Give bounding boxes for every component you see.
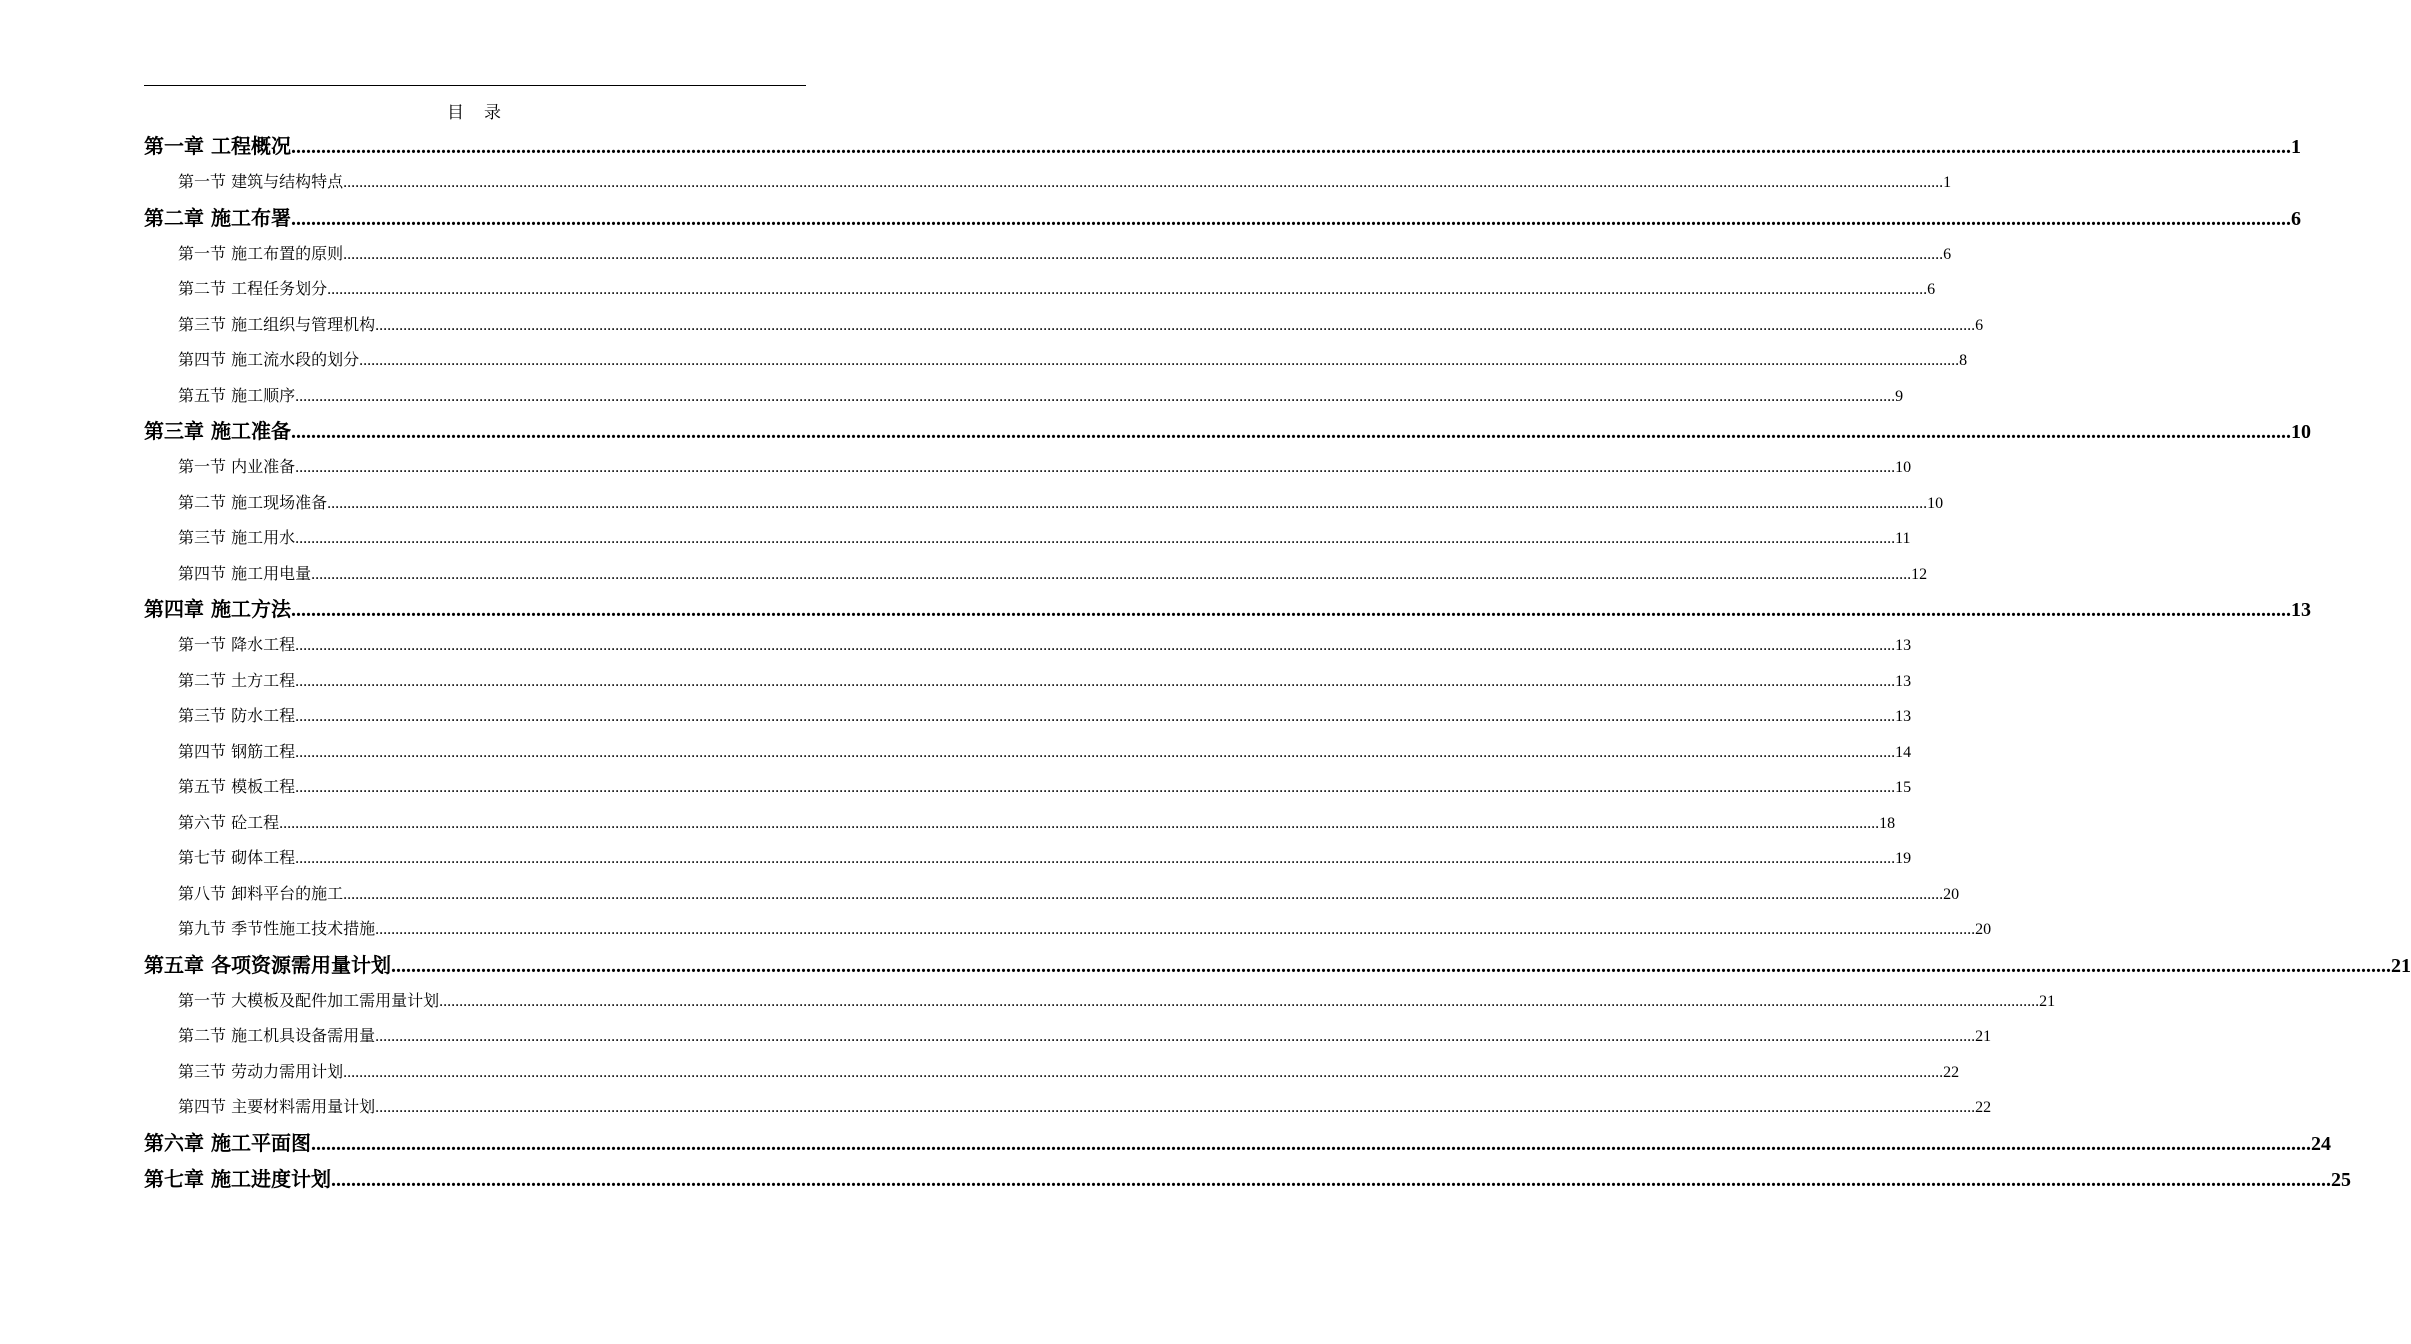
toc-chapter-entry[interactable] [144,947,2411,983]
dot-leader: ................................................................................................................................................................................................................................................................................................................................................................................................................ [279,814,1880,832]
toc-section-entry[interactable] [144,342,1968,378]
dot-leader: ................................................................................................................................................................................................................................................................................................................................................................................................................ [295,387,1896,405]
toc-entry-page-number: 14 [1895,743,1912,761]
dot-leader: ................................................................................................................................................................................................................................................................................................................................................................................................................ [295,708,1896,725]
toc-entry-title: 第八节 卸料平台的施工 [178,883,344,903]
dot-leader: ................................................................................................................................................................................................................................................................................................................................................................................................................ [330,1168,2331,1191]
toc-section-entry[interactable] [144,1089,1992,1125]
toc-section-entry[interactable] [144,307,1984,343]
toc-entry-title: 第五节 施工顺序 [178,385,296,405]
toc-entry-title: 第三节 劳动力需用计划 [178,1061,344,1081]
toc-entry-page-number: 13 [1895,708,1912,725]
toc-section-entry[interactable] [144,449,1912,485]
toc-entry-page-number: 11 [1895,530,1911,547]
dot-leader: ................................................................................................................................................................................................................................................................................................................................................................................................................ [311,565,1912,583]
toc-entry-title: 第四节 主要材料需用量计划 [178,1097,376,1116]
toc-entry-page-number: 13 [1895,672,1912,690]
dot-leader: ................................................................................................................................................................................................................................................................................................................................................................................................................ [343,174,1944,191]
toc-chapter-entry[interactable] [144,591,2311,627]
dot-leader: ................................................................................................................................................................................................................................................................................................................................................................................................................ [310,1132,2311,1155]
dot-leader: ................................................................................................................................................................................................................................................................................................................................................................................................................ [375,316,1976,334]
toc-entry-page-number: 1 [2290,136,2301,158]
toc-entry-page-number: 6 [2290,207,2301,230]
toc-entry-title: 第七节 砌体工程 [178,848,296,867]
toc-entry-title: 第三节 防水工程 [178,706,296,725]
header-rule [144,85,806,86]
toc-entry-title: 第四节 钢筋工程 [178,741,296,761]
toc-entry-title: 第六节 砼工程 [178,812,280,832]
dot-leader: ................................................................................................................................................................................................................................................................................................................................................................................................................ [290,207,2291,230]
toc-entry-title: 第二节 土方工程 [178,670,296,690]
toc-entry-title: 第三章 施工准备 [144,419,291,443]
toc-entry-page-number: 20 [1975,921,1992,938]
dot-leader: ................................................................................................................................................................................................................................................................................................................................................................................................................ [290,599,2291,621]
dot-leader: ................................................................................................................................................................................................................................................................................................................................................................................................................ [295,637,1896,654]
toc-entry-title: 第三节 施工用水 [178,528,296,547]
toc-entry-page-number: 15 [1895,779,1912,796]
toc-list [144,128,2411,1197]
toc-entry-page-number: 6 [1927,281,1936,298]
toc-entry-title: 第一节 建筑与结构特点 [178,172,344,191]
toc-chapter-entry[interactable] [144,1125,2331,1161]
toc-title-char-1: 目 [447,103,466,123]
toc-entry-title: 第五章 各项资源需用量计划 [144,952,391,977]
toc-chapter-entry[interactable] [144,200,2301,236]
toc-entry-page-number: 22 [1943,1063,1960,1081]
toc-entry-title: 第九节 季节性施工技术措施 [178,919,376,938]
toc-entry-title: 第一节 施工布置的原则 [178,243,344,263]
toc-section-entry[interactable] [144,911,1992,947]
toc-entry-page-number: 10 [1927,494,1944,512]
toc-section-entry[interactable] [144,627,1912,663]
toc-entry-page-number: 20 [1943,885,1960,903]
dot-leader: ................................................................................................................................................................................................................................................................................................................................................................................................................ [327,281,1928,298]
toc-entry-page-number: 21 [1975,1028,1992,1045]
toc-entry-page-number: 10 [2290,421,2311,443]
toc-entry-title: 第三节 施工组织与管理机构 [178,314,376,334]
toc-entry-title: 第五节 模板工程 [178,777,296,796]
toc-entry-page-number: 6 [1975,316,1984,334]
toc-section-entry[interactable] [144,1054,1960,1090]
toc-section-entry[interactable] [144,840,1912,876]
toc-entry-page-number: 22 [1975,1099,1992,1116]
dot-leader: ................................................................................................................................................................................................................................................................................................................................................................................................................ [290,421,2291,443]
dot-leader: ................................................................................................................................................................................................................................................................................................................................................................................................................ [295,850,1896,867]
toc-section-entry[interactable] [144,805,1896,841]
dot-leader: ................................................................................................................................................................................................................................................................................................................................................................................................................ [375,1099,1976,1116]
toc-entry-page-number: 21 [2039,992,2056,1010]
dot-leader: ................................................................................................................................................................................................................................................................................................................................................................................................................ [295,672,1896,690]
toc-entry-title: 第二章 施工布署 [144,205,291,230]
toc-section-entry[interactable] [144,983,2056,1019]
toc-entry-page-number: 18 [1879,814,1896,832]
toc-entry-page-number: 13 [1895,637,1912,654]
dot-leader: ................................................................................................................................................................................................................................................................................................................................................................................................................ [327,494,1928,512]
toc-section-entry[interactable] [144,734,1912,770]
toc-chapter-entry[interactable] [144,413,2311,449]
toc-section-entry[interactable] [144,698,1912,734]
toc-section-entry[interactable] [144,876,1960,912]
toc-entry-title: 第二节 施工现场准备 [178,492,328,512]
toc-chapter-entry[interactable] [144,128,2301,164]
toc-section-entry[interactable] [144,378,1904,414]
dot-leader: ................................................................................................................................................................................................................................................................................................................................................................................................................ [375,1028,1976,1045]
toc-entry-page-number: 6 [1943,245,1952,263]
dot-leader: ................................................................................................................................................................................................................................................................................................................................................................................................................ [295,530,1896,547]
toc-entry-title: 第六章 施工平面图 [144,1130,311,1155]
toc-entry-page-number: 19 [1895,850,1912,867]
toc-entry-page-number: 21 [2390,954,2411,977]
toc-entry-title: 第四章 施工方法 [144,597,291,621]
dot-leader: ................................................................................................................................................................................................................................................................................................................................................................................................................ [439,992,2040,1010]
toc-section-entry[interactable] [144,485,1944,521]
dot-leader: ................................................................................................................................................................................................................................................................................................................................................................................................................ [295,779,1896,796]
toc-entry-title: 第四节 施工流水段的划分 [178,350,360,369]
toc-title [144,98,806,123]
toc-entry-title: 第一节 降水工程 [178,635,296,654]
toc-entry-title: 第四节 施工用电量 [178,563,312,583]
dot-leader: ................................................................................................................................................................................................................................................................................................................................................................................................................ [295,459,1896,476]
toc-section-entry[interactable] [144,663,1912,699]
toc-entry-page-number: 25 [2330,1168,2351,1191]
toc-entry-page-number: 12 [1911,565,1928,583]
toc-entry-title: 第二节 施工机具设备需用量 [178,1026,376,1045]
toc-entry-title: 第一节 内业准备 [178,457,296,476]
toc-title-char-2: 录 [484,103,503,123]
dot-leader: ................................................................................................................................................................................................................................................................................................................................................................................................................ [390,954,2391,977]
dot-leader: ................................................................................................................................................................................................................................................................................................................................................................................................................ [359,352,1960,369]
dot-leader: ................................................................................................................................................................................................................................................................................................................................................................................................................ [375,921,1976,938]
toc-entry-page-number: 1 [1943,174,1952,191]
toc-entry-page-number: 8 [1959,352,1968,369]
toc-entry-page-number: 10 [1895,459,1912,476]
toc-section-entry[interactable] [144,236,1952,272]
toc-section-entry[interactable] [144,271,1936,307]
toc-section-entry[interactable] [144,1018,1992,1054]
toc-chapter-entry[interactable] [144,1161,2351,1197]
dot-leader: ................................................................................................................................................................................................................................................................................................................................................................................................................ [295,743,1896,761]
toc-section-entry[interactable] [144,164,1952,200]
toc-section-entry[interactable] [144,769,1912,805]
dot-leader: ................................................................................................................................................................................................................................................................................................................................................................................................................ [290,136,2291,158]
toc-entry-page-number: 9 [1895,387,1904,405]
dot-leader: ................................................................................................................................................................................................................................................................................................................................................................................................................ [343,885,1944,903]
toc-entry-page-number: 24 [2310,1132,2331,1155]
toc-entry-page-number: 13 [2290,599,2311,621]
toc-entry-title: 第七章 施工进度计划 [144,1166,331,1191]
toc-entry-title: 第二节 工程任务划分 [178,279,328,298]
dot-leader: ................................................................................................................................................................................................................................................................................................................................................................................................................ [343,1063,1944,1081]
toc-entry-title: 第一节 大模板及配件加工需用量计划 [178,990,440,1010]
toc-section-entry[interactable] [144,520,1911,556]
toc-section-entry[interactable] [144,556,1928,592]
toc-entry-title: 第一章 工程概况 [144,134,291,158]
dot-leader: ................................................................................................................................................................................................................................................................................................................................................................................................................ [343,245,1944,263]
